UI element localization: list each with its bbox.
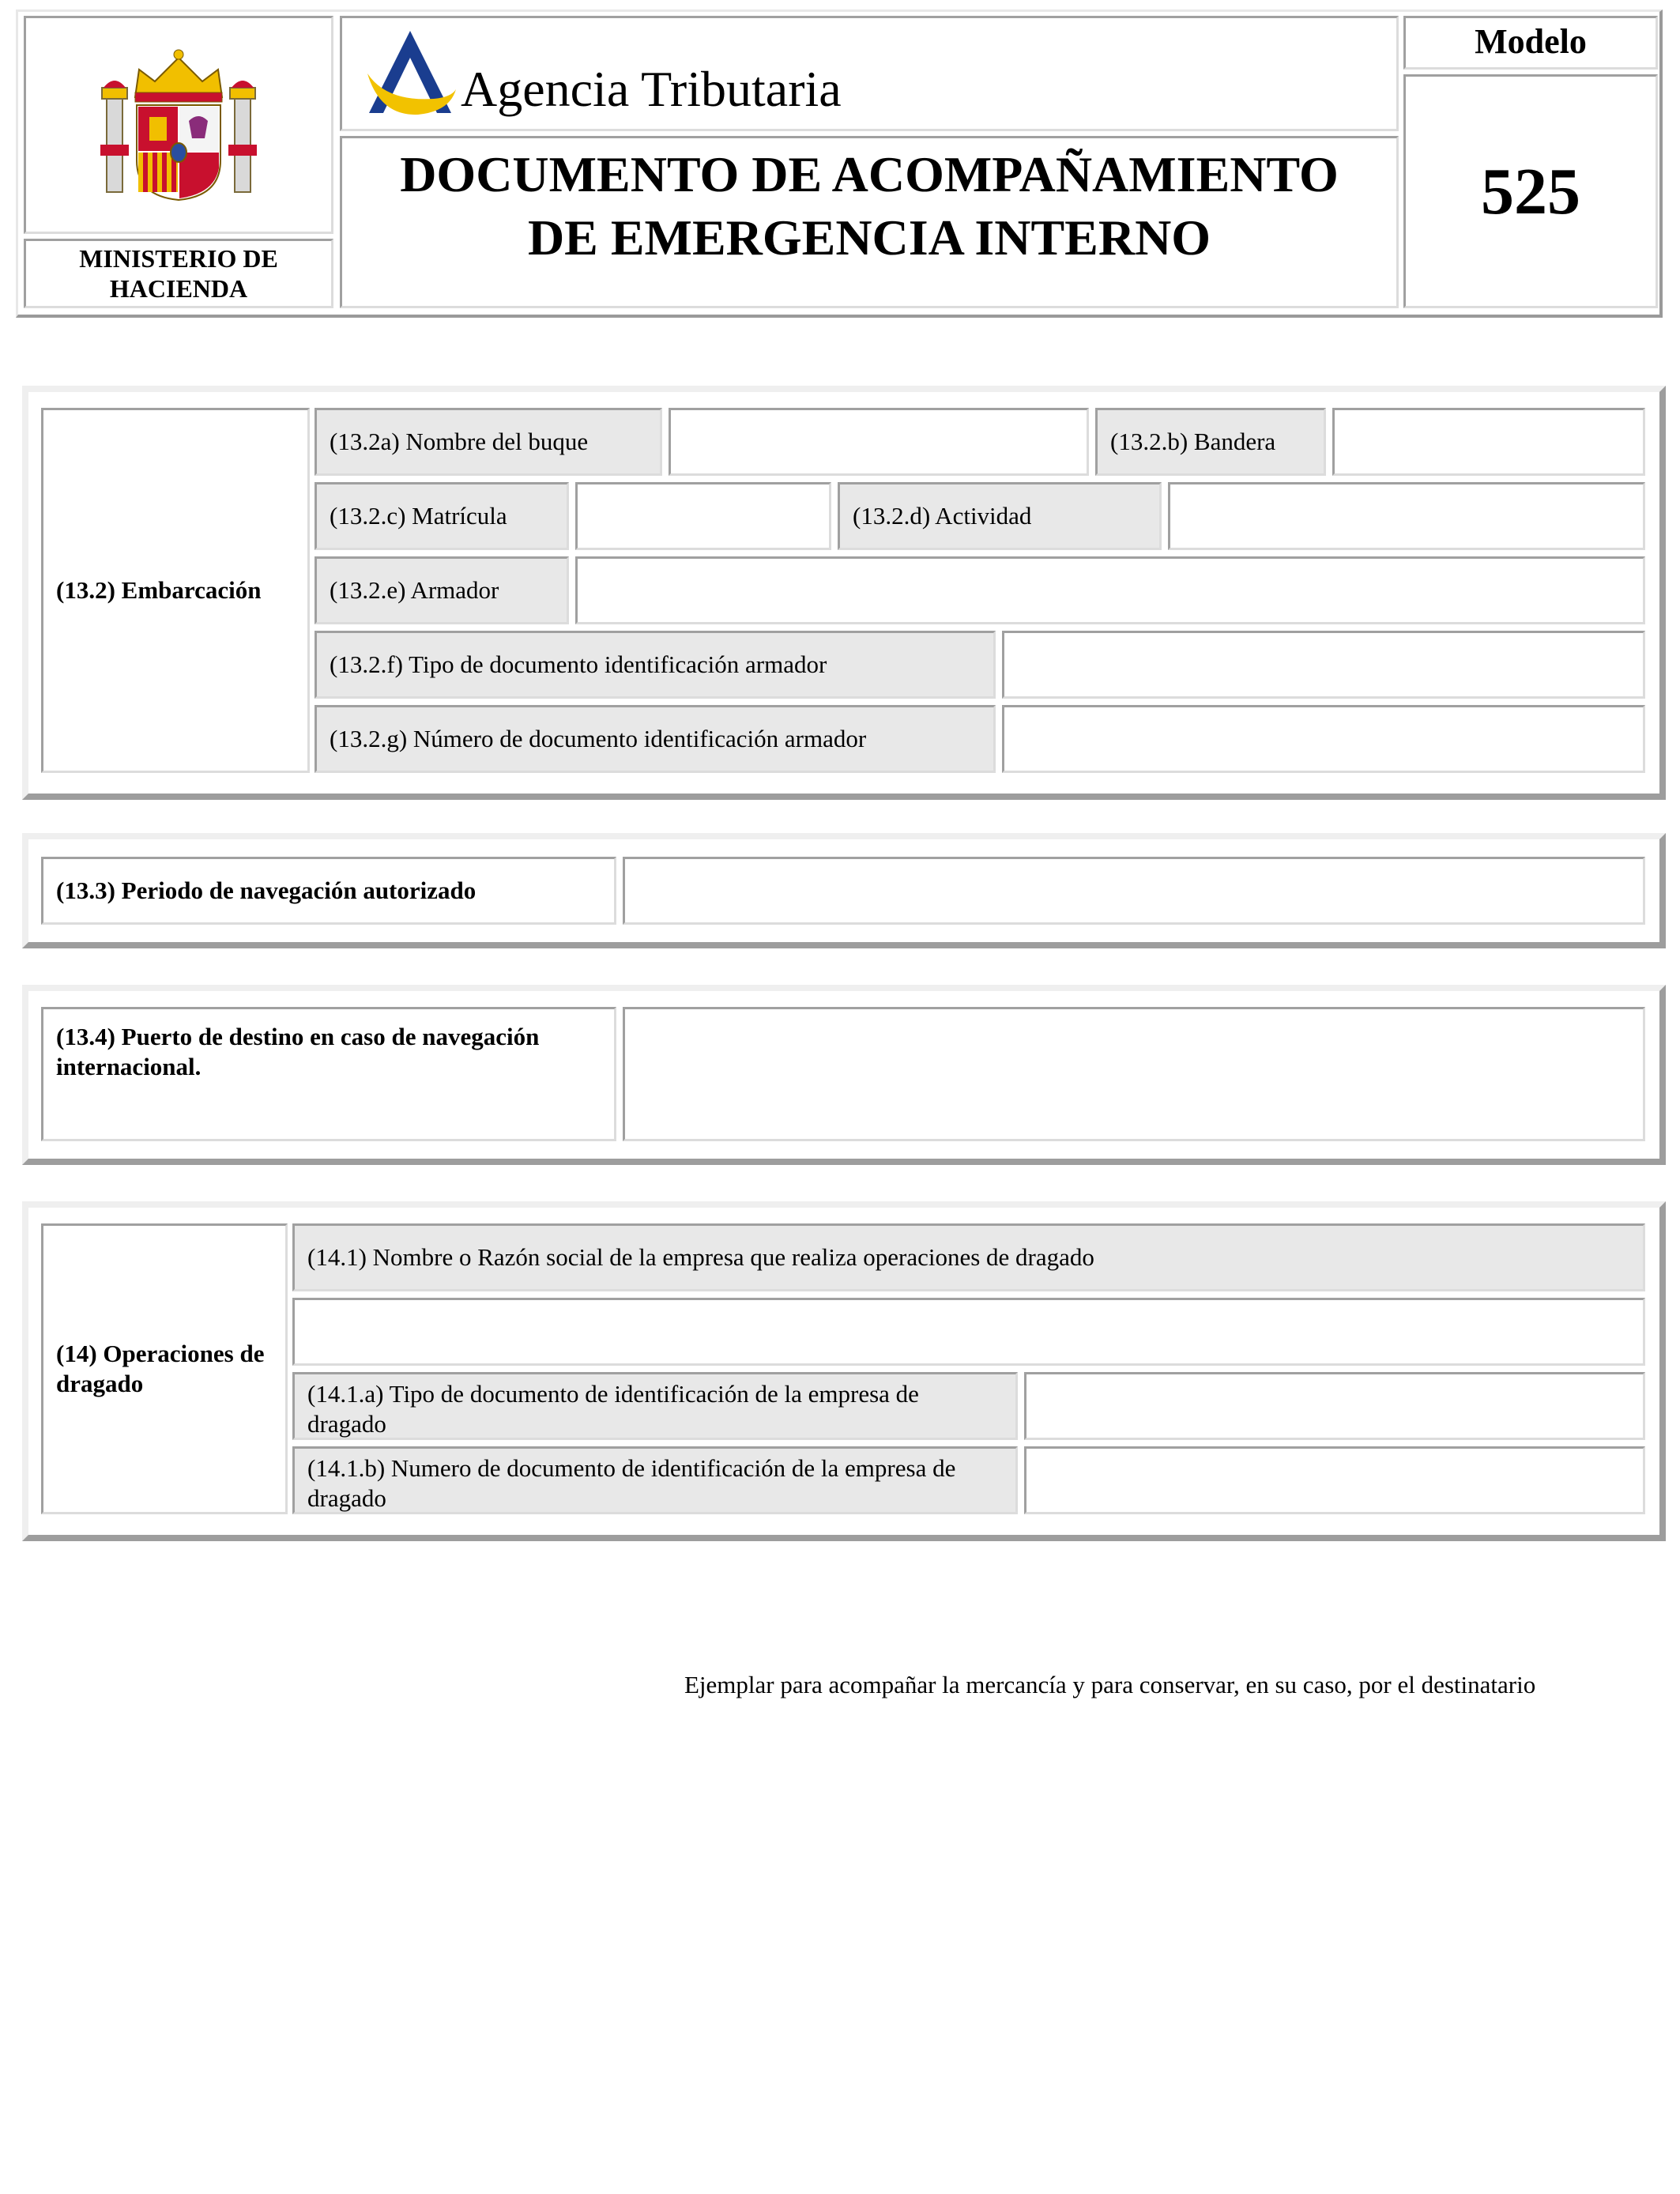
num-doc-empresa-field[interactable] xyxy=(1024,1446,1645,1514)
nombre-buque-label: (13.2a) Nombre del buque xyxy=(330,428,589,455)
nombre-empresa-label: (14.1) Nombre o Razón social de la empresa que realiza operaciones de dragado xyxy=(307,1243,1094,1271)
num-doc-armador-label-cell xyxy=(315,705,996,773)
nombre-empresa-label-cell xyxy=(292,1223,1645,1291)
modelo-number-cell xyxy=(1403,74,1658,308)
agency-tributaria-logo-icon xyxy=(363,26,458,119)
section-13-4-title-cell xyxy=(41,1007,616,1141)
bandera-label: (13.2.b) Bandera xyxy=(1110,428,1276,455)
actividad-label-cell xyxy=(838,482,1162,550)
armador-field[interactable] xyxy=(575,556,1645,624)
bandera-label-cell xyxy=(1095,408,1326,476)
ministry-name: MINISTERIO DE HACIENDA xyxy=(79,244,278,303)
modelo-number: 525 xyxy=(1481,155,1580,228)
footer-note: Ejemplar para acompañar la mercancía y para conservar, en su caso, por el destinatario xyxy=(684,1671,1536,1698)
section-13-2-title: (13.2) Embarcación xyxy=(56,576,262,604)
bandera-field[interactable] xyxy=(1332,408,1645,476)
section-13-3-title: (13.3) Periodo de navegación autorizado xyxy=(56,876,477,904)
tipo-doc-empresa-label-cell xyxy=(292,1372,1018,1440)
tipo-doc-armador-field[interactable] xyxy=(1002,631,1645,699)
section-14-title: (14) Operaciones de dragado xyxy=(56,1340,265,1397)
num-doc-armador-label: (13.2.g) Número de documento identificación armador xyxy=(330,725,867,752)
agency-name: Agencia Tributaria xyxy=(461,61,842,117)
tipo-doc-armador-label-cell xyxy=(315,631,996,699)
actividad-field[interactable] xyxy=(1168,482,1645,550)
agency-logo-cell xyxy=(340,16,1399,131)
tipo-doc-empresa-field[interactable] xyxy=(1024,1372,1645,1440)
nombre-buque-field[interactable] xyxy=(669,408,1089,476)
section-13-4-title: (13.4) Puerto de destino en caso de navegación internacional. xyxy=(56,1023,540,1080)
coat-of-arms-cell xyxy=(24,16,333,234)
actividad-label: (13.2.d) Actividad xyxy=(853,502,1032,530)
nombre-buque-label-cell xyxy=(315,408,662,476)
num-doc-armador-field[interactable] xyxy=(1002,705,1645,773)
section-13-3-title-cell xyxy=(41,857,616,925)
doc-title-cell xyxy=(340,136,1399,308)
nombre-empresa-field[interactable] xyxy=(292,1298,1645,1366)
doc-title-line1: DOCUMENTO DE ACOMPAÑAMIENTO xyxy=(400,146,1339,202)
ministry-cell xyxy=(24,239,333,308)
spain-coat-of-arms-icon xyxy=(96,42,262,208)
tipo-doc-armador-label: (13.2.f) Tipo de documento identificación armador xyxy=(330,650,827,678)
num-doc-empresa-label-cell xyxy=(292,1446,1018,1514)
armador-label: (13.2.e) Armador xyxy=(330,576,499,604)
doc-title-line2: DE EMERGENCIA INTERNO xyxy=(527,209,1211,266)
matricula-label: (13.2.c) Matrícula xyxy=(330,502,507,530)
section-14-title-cell xyxy=(41,1223,288,1514)
section-13-2-title-cell xyxy=(41,408,310,773)
armador-label-cell xyxy=(315,556,569,624)
matricula-field[interactable] xyxy=(575,482,831,550)
modelo-label-cell xyxy=(1403,16,1658,70)
periodo-navegacion-field[interactable] xyxy=(623,857,1645,925)
modelo-label: Modelo xyxy=(1475,22,1587,61)
num-doc-empresa-label: (14.1.b) Numero de documento de identificación de la empresa de dragado xyxy=(307,1454,956,1512)
matricula-label-cell xyxy=(315,482,569,550)
puerto-destino-field[interactable] xyxy=(623,1007,1645,1141)
tipo-doc-empresa-label: (14.1.a) Tipo de documento de identificación de la empresa de dragado xyxy=(307,1380,919,1438)
